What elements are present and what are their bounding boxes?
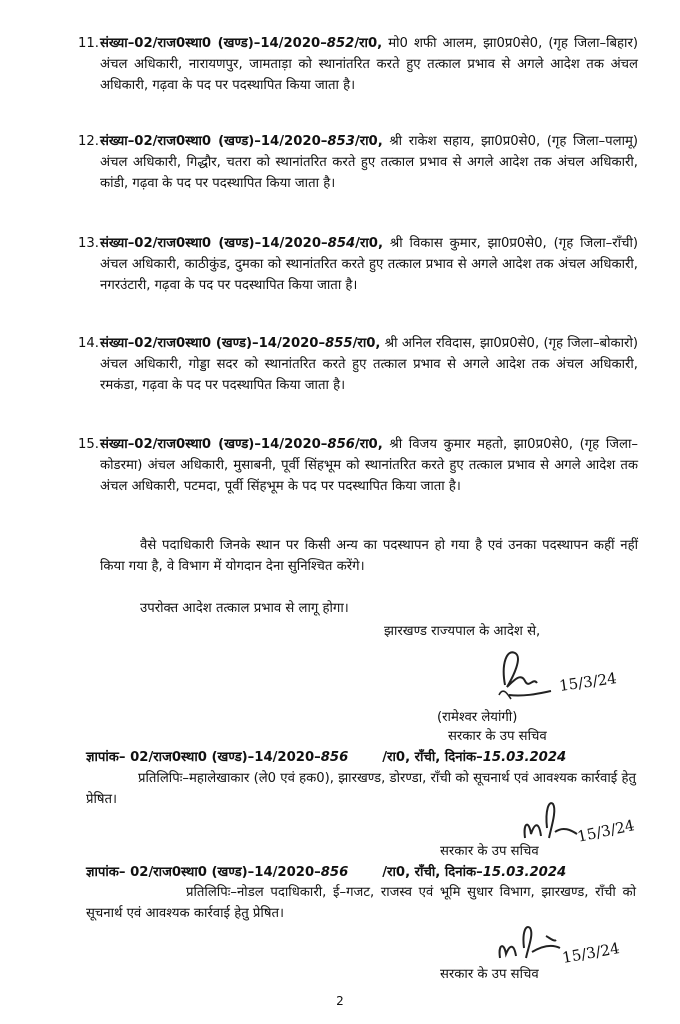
order-text: मो0 शफी आलम, झा0प्र0से0, (गृह जिला–बिहार) अंचल अधिकारी, नारायणपुर, जामताड़ा को स्थानांतरित करते हुए तत्काल प्रभाव से अगले आदेश तक अंचल अधिकारी, गढ़वा के पद पर पदस्थापित किया जाता है। — [100, 36, 639, 93]
order-reference-number: 852 — [326, 36, 355, 51]
handwritten-date: 15/3/24 — [575, 816, 637, 846]
closing-paragraph: वैसे पदाधिकारी जिनके स्थान पर किसी अन्य का पदस्थापन हो गया है एवं उनका पदस्थापन कहीं नहीं किया गया है, वे विभाग में योगदान देना सुनिश्चित करेंगे। — [100, 538, 638, 574]
order-reference-number: 855 — [325, 336, 353, 351]
memo-header — [86, 862, 646, 883]
order-reference: संख्या–02/राज0स्था0 (खण्ड)–14/2020– — [100, 36, 327, 51]
order-reference-number: 853 — [327, 134, 355, 149]
memo-date: 15.03.2024 — [482, 865, 567, 880]
order-reference-suffix: /रा0, — [354, 437, 383, 452]
memo-label: ज्ञापांक– — [86, 750, 131, 765]
order-item — [78, 131, 638, 194]
order-reference-number: 854 — [327, 236, 356, 251]
order-reference: संख्या–02/राज0स्था0 (खण्ड)–14/2020– — [100, 437, 328, 452]
order-text: श्री विकास कुमार, झा0प्र0से0, (गृह जिला–राँची) अंचल अधिकारी, काठीकुंड, दुमका को स्थानांतरित करते हुए तत्काल प्रभाव से अगले आदेश तक अंचल अधिकारी, नगरउंटारी, गढ़वा के पद पर पदस्थापित किया जाता है। — [100, 236, 639, 293]
order-reference: संख्या–02/राज0स्था0 (खण्ड)–14/2020– — [100, 134, 328, 149]
order-reference-suffix: /रा0, — [355, 236, 383, 251]
memo-copy-text: प्रतिलिपिः–महालेखाकार (ले0 एवं हक0), झारखण्ड, डोरण्डा, राँची को सूचनार्थ एवं आवश्यक कार्रवाई हेतु प्रेषित। — [86, 771, 636, 807]
item-number: 15. — [78, 437, 99, 452]
memo-reference-number: 856 — [320, 750, 349, 765]
memo-place-date-label: /रा0, राँची, दिनांक– — [382, 865, 483, 880]
item-number: 13. — [78, 236, 99, 251]
memo-designation: सरकार के उप सचिव — [440, 967, 539, 982]
effect-statement: उपरोक्त आदेश तत्काल प्रभाव से लागू होगा। — [140, 601, 349, 616]
memo-reference: 02/राज0स्था0 (खण्ड)–14/2020– — [130, 750, 321, 765]
memo-copy-text: प्रतिलिपिः–नोडल पदाधिकारी, ई–गजट, राजस्व एवं भूमि सुधार विभाग, झारखण्ड, राँची को सूचनार्थ एवं आवश्यक कार्रवाई हेतु प्रेषित। — [86, 885, 636, 921]
order-reference-suffix: /रा0, — [352, 336, 381, 351]
memo-header — [86, 747, 646, 768]
item-number: 12. — [78, 134, 99, 149]
handwritten-date: 15/3/24 — [558, 669, 618, 695]
signature — [485, 643, 635, 705]
order-item — [78, 233, 638, 296]
order-text: श्री अनिल रविदास, झा0प्र0से0, (गृह जिला–बोकारो) अंचल अधिकारी, गोड्डा सदर को स्थानांतरित करते हुए तत्काल प्रभाव से अगले आदेश तक अंचल अधिकारी, रमकंडा, गढ़वा के पद पर पदस्थापित किया जाता है। — [100, 336, 638, 393]
signatory-designation: सरकार के उप सचिव — [448, 729, 547, 744]
item-number: 14. — [78, 336, 99, 351]
memo-place-date-label: /रा0, राँची, दिनांक– — [382, 750, 483, 765]
order-item — [78, 33, 638, 96]
item-number: 11. — [78, 36, 99, 51]
order-item — [78, 434, 638, 497]
order-reference: संख्या–02/राज0स्था0 (खण्ड)–14/2020– — [100, 336, 326, 351]
order-reference-number: 856 — [327, 437, 355, 452]
order-text: श्री राकेश सहाय, झा0प्र0से0, (गृह जिला–पलामू) अंचल अधिकारी, गिद्धौर, चतरा को स्थानांतरित करते हुए तत्काल प्रभाव से अगले आदेश तक अंचल अधिकारी, कांडी, गढ़वा के पद पर पदस्थापित किया जाता है। — [100, 134, 639, 191]
signatory-name: (रामेश्वर लेयांगी) — [437, 710, 518, 725]
memo-date: 15.03.2024 — [482, 750, 567, 765]
by-order-line: झारखण्ड राज्यपाल के आदेश से, — [384, 624, 541, 639]
memo-reference-number: 856 — [320, 865, 349, 880]
order-text: श्री विजय कुमार महतो, झा0प्र0से0, (गृह जिला–कोडरमा) अंचल अधिकारी, मुसाबनी, पूर्वी सिंहभूम को स्थानांतरित करते हुए तत्काल प्रभाव से अगले आदेश तक अंचल अधिकारी, पटमदा, पूर्वी सिंहभूम के पद पर पदस्थापित किया जाता है। — [100, 437, 638, 494]
memo-designation: सरकार के उप सचिव — [440, 844, 539, 859]
order-reference-suffix: /रा0, — [354, 134, 383, 149]
order-item — [78, 333, 638, 396]
order-reference: संख्या–02/राज0स्था0 (खण्ड)–14/2020– — [100, 236, 328, 251]
page-number: 2 — [336, 994, 344, 1008]
memo-reference: 02/राज0स्था0 (खण्ड)–14/2020– — [130, 865, 321, 880]
handwritten-date: 15/3/24 — [560, 939, 621, 967]
order-reference-suffix: /रा0, — [354, 36, 383, 51]
memo-label: ज्ञापांक– — [86, 865, 131, 880]
